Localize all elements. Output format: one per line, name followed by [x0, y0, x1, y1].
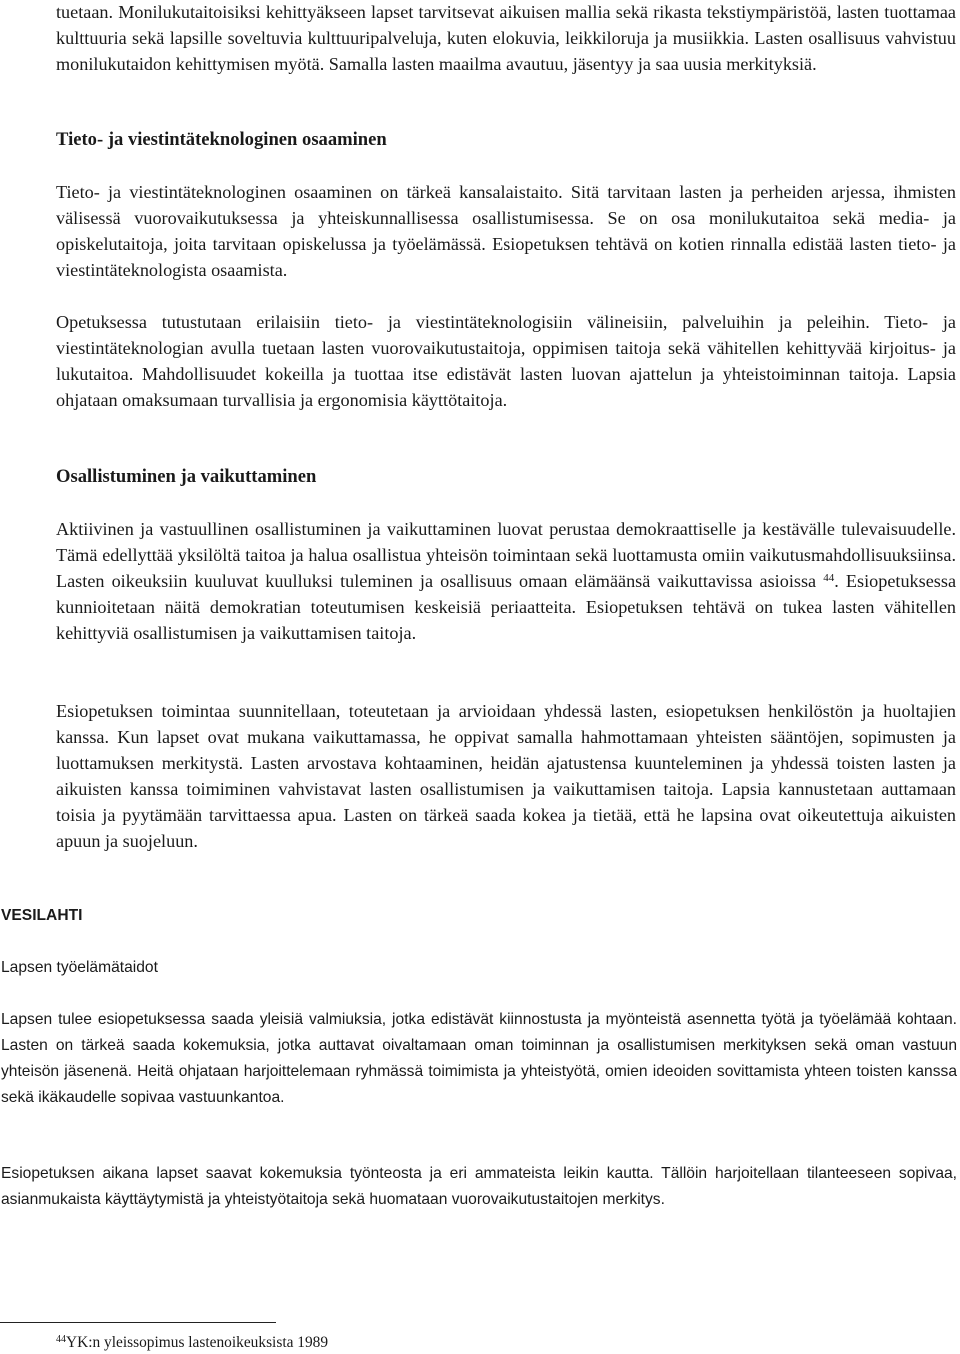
participation-paragraph-1-text [56, 516, 956, 646]
intro-paragraph [56, 0, 956, 77]
footnote [56, 1332, 328, 1354]
local-paragraph-1-text: Lapsen tulee esiopetuksessa saada yleisiä valmiuksia, jotka edistävät kiinnostusta ja myönteistä asennetta työtä ja työelämää kohtaan. Lasten on tärkeä saada kokemuksia, jotka auttavat oivaltamaan oman toiminnan ja osallistumisen merkityksen sekä oman vastuun yhteisön jäsenenä. Heitä ohjataan harjoittelemaan ryhmässä toimimista ja yhteistyötä, omien ideoiden sovittamista yhteen toisten kanssa sekä ikäkaudelle sopivaa vastuunkantoa. [1, 1011, 957, 1106]
municipality-label: VESILAHTI [1, 907, 83, 924]
participation-paragraph-2-text: Esiopetuksen toimintaa suunnitellaan, toteutetaan ja arvioidaan yhdessä lasten, esiopetuksen henkilöstön ja huoltajien kanssa. Kun lapset ovat mukana vaikuttamassa, he oppivat samalla hahmottamaan yhteisten sääntöjen, sopimusten ja luottamuksen merkitystä. Lasten arvostava kohtaaminen, heidän ajatustensa kuunteleminen ja yhdessä toisten lasten ja aikuisten kanssa toimiminen vahvistavat lasten osallistumisen ja vaikuttamisen taitoja. Lapsia kannustetaan auttamaan toisia ja pyytämään tarvittaessa apua. Lasten on tärkeä saada kokea ja tietää, että he lapsina ovat oikeutettuja aikuisten apuun ja suojeluun. [56, 701, 956, 851]
ict-paragraph-1 [56, 179, 956, 283]
participation-paragraph-1 [56, 516, 956, 646]
section-heading-ict: Tieto- ja viestintäteknologinen osaaminen [56, 129, 387, 150]
participation-p1-part-b: . Esiopetuksessa kunnioitetaan näitä demokratian toteutumisen keskeisiä periaatteita. Esiopetuksen tehtävä on tukea lasten vähitellen kehittyviä osallistumisen ja vaikuttamisen taitoja. [56, 571, 957, 643]
participation-p1-part-a: Aktiivinen ja vastuullinen osallistuminen ja vaikuttaminen luovat perustaa demokraattiselle ja kestävälle tulevaisuudelle. Tämä edellyttää yksilöltä taitoa ja halua osallistua yhteisön toimintaan sekä luottamusta omiin vaikutusmahdollisuuksiinsa. Lasten oikeuksiin kuuluvat kuulluksi tuleminen ja osallisuus omaan elämäänsä vaikuttavissa asioissa [56, 519, 956, 591]
ict-paragraph-2 [56, 309, 956, 413]
footnote-number: 44 [56, 1334, 66, 1345]
participation-paragraph-2 [56, 698, 956, 854]
local-paragraph-2-text: Esiopetuksen aikana lapset saavat kokemuksia työnteosta ja eri ammateista leikin kautta. Tällöin harjoitellaan tilanteeseen sopivaa, asianmukaista käyttäytymistä ja yhteistyötaitoja sekä huomataan vuorovaikutustaitojen merkitys. [1, 1165, 957, 1208]
local-subheading: Lapsen työelämätaidot [1, 959, 158, 976]
local-paragraph-1 [1, 1007, 957, 1111]
footnote-separator [0, 1322, 276, 1323]
ict-paragraph-1-text: Tieto- ja viestintäteknologinen osaaminen on tärkeä kansalaistaito. Sitä tarvitaan lasten ja perheiden arjessa, ihmisten välisessä vuorovaikutuksessa ja yhteiskunnallisessa osallistumisessa. Se on osa monilukutaitoa sekä media- ja opiskelutaitoja, joita tarvitaan opiskelussa ja työelämässä. Esiopetuksen tehtävä on kotien rinnalla edistää lasten tieto- ja viestintäteknologista osaamista. [56, 182, 956, 280]
intro-text: tuetaan. Monilukutaitoisiksi kehittyäkseen lapset tarvitsevat aikuisen mallia sekä rikasta tekstiympäristöä, lasten tuottamaa kulttuuria sekä lapsille soveltuvia kulttuuripalveluja, kuten elokuvia, leikkiloruja ja musiikkia. Lasten osallisuus vahvistuu monilukutaidon kehittymisen myötä. Samalla lasten maailma avautuu, jäsentyy ja saa uusia merkityksiä. [56, 2, 956, 74]
section-heading-participation: Osallistuminen ja vaikuttaminen [56, 466, 317, 487]
ict-paragraph-2-text: Opetuksessa tutustutaan erilaisiin tieto- ja viestintäteknologisiin välineisiin, palveluihin ja peleihin. Tieto- ja viestintäteknologian avulla tuetaan lasten vuorovaikutustaitoja, oppimisen taitoja sekä vähitellen kehittyvää kirjoitus- ja lukutaitoa. Mahdollisuudet kokeilla ja tuottaa itse edistävät lasten luovan ajattelun ja yhteistoiminnan taitoja. Lapsia ohjataan omaksumaan turvallisia ja ergonomisia käyttötaitoja. [56, 312, 956, 410]
footnote-ref: 44 [823, 572, 835, 584]
footnote-text: YK:n yleissopimus lastenoikeuksista 1989 [66, 1334, 329, 1351]
local-paragraph-2 [1, 1161, 957, 1213]
